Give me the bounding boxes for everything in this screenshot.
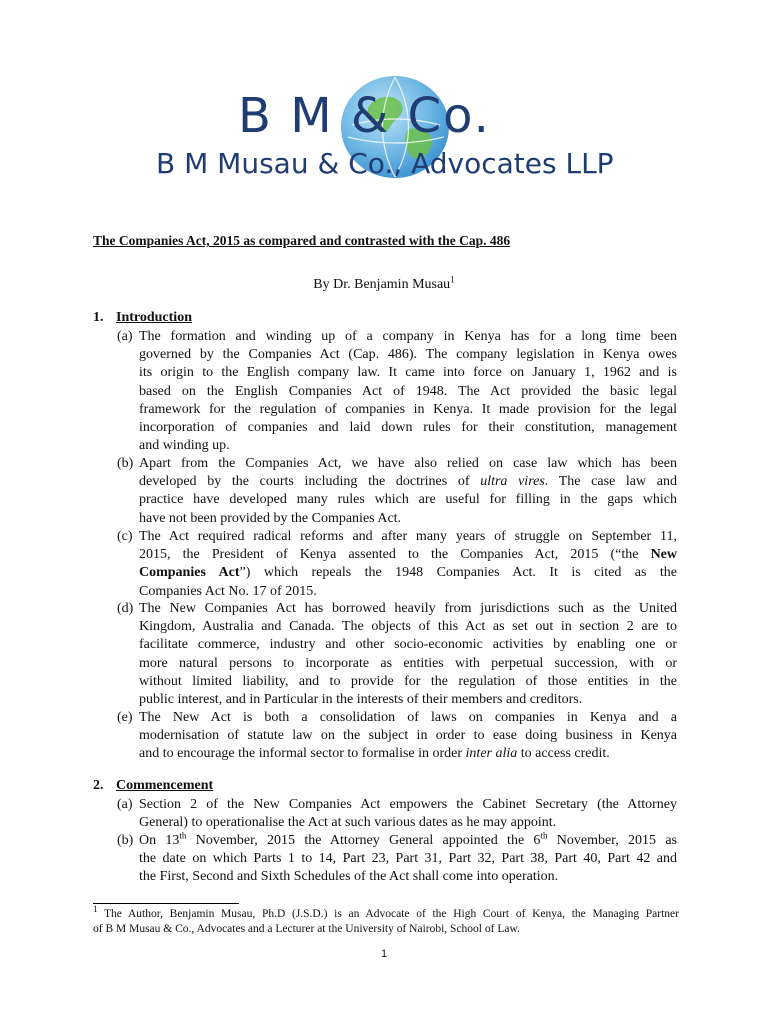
footnote-number: 1	[93, 904, 98, 915]
text-line	[93, 904, 679, 922]
text-line: facilitate commerce, industry and other socio-economic activities by enabling one or	[139, 637, 677, 653]
paragraph-text	[139, 455, 677, 528]
text-run: 2015, the President of Kenya assented to the Companies Act, 2015 (“the	[139, 547, 639, 563]
text-line: Apart from the Companies Act, we have also relied on case law which has been	[139, 456, 677, 471]
text-run: ”) which repeals the 1948 Companies Act. It is cited as the	[239, 565, 677, 581]
byline-text: By Dr. Benjamin Musau	[313, 277, 451, 292]
text-line: Kingdom, Australia and Canada. The objects of this Act as set out in section 2 are to	[139, 619, 677, 635]
text-line: and winding up.	[139, 438, 230, 454]
document-title: The Companies Act, 2015 as compared and contrasted with the Cap. 486	[93, 233, 511, 248]
paragraph-text	[139, 832, 677, 887]
text-line: The formation and winding up of a company in Kenya has for a long time been	[139, 329, 677, 344]
section-number: 2.	[93, 778, 104, 793]
text-line: based on the English Companies Act of 1948. The Act provided the basic legal	[139, 383, 677, 399]
footnote-divider	[93, 903, 239, 904]
paragraph-text	[139, 528, 677, 601]
text-line: modernisation of statute law on the subject in order to ease doing business in Kenya	[139, 728, 677, 744]
firm-logo	[150, 70, 620, 190]
section-heading-introduction	[93, 310, 192, 326]
text-line	[139, 473, 677, 491]
text-line: General) to operationalise the Act at such various dates as he may appoint.	[139, 815, 557, 831]
text-line: The New Companies Act has borrowed heavily from jurisdictions such as the United	[139, 601, 677, 616]
text-line: its origin to the English company law. It came into force on January 1, 1962 and is	[139, 365, 677, 381]
paragraph-1b	[117, 455, 677, 528]
paragraph-label: (c)	[117, 529, 133, 544]
paragraph-label: (a)	[117, 329, 133, 344]
paragraph-text	[139, 796, 677, 832]
text-run: November, 2015 as	[556, 833, 678, 848]
paragraph-1d	[117, 600, 677, 709]
text-line	[139, 832, 677, 850]
bold-term: New	[650, 547, 677, 563]
paragraph-label: (d)	[117, 601, 134, 616]
text-line	[139, 546, 677, 564]
text-line: the First, Second and Sixth Schedules of the Act shall come into operation.	[139, 869, 559, 885]
text-line	[139, 564, 677, 582]
text-line: Companies Act No. 17 of 2015.	[139, 583, 317, 599]
text-line: public interest, and in Particular in the interests of their members and creditors.	[139, 692, 583, 708]
footnote-ref[interactable]: 1	[450, 274, 455, 285]
text-run: developed by the courts including the doctrines of	[139, 474, 470, 490]
text-run: . The case law and	[544, 474, 677, 490]
text-line: incorporation of companies and laid down rules for their constitution, management	[139, 420, 677, 436]
text-line: more natural persons to incorporate as entities with perpetual succession, with or	[139, 655, 677, 671]
section-heading-commencement	[93, 778, 213, 794]
text-line: The New Act is both a consolidation of laws on companies in Kenya and a	[139, 710, 677, 725]
paragraph-label: (b)	[117, 456, 134, 471]
paragraph-2b	[117, 832, 677, 887]
footnote	[93, 904, 679, 937]
logo-title: B M & Co.	[238, 88, 491, 144]
italic-term: ultra vires	[480, 474, 545, 490]
section-title: Commencement	[116, 778, 214, 793]
text-line: practice have developed many rules which are useful for filling in the gaps which	[139, 492, 677, 508]
text-run: November, 2015 the Attorney General appointed the 6	[195, 833, 541, 848]
text-run: and to encourage the informal sector to formalise in order	[139, 746, 463, 762]
paragraph-1e	[117, 709, 677, 764]
page-number: 1	[380, 948, 388, 960]
paragraph-text	[139, 328, 677, 455]
text-line: have not been provided by the Companies Act.	[139, 510, 402, 526]
text-line: Section 2 of the New Companies Act empowers the Cabinet Secretary (the Attorney	[139, 797, 677, 812]
text-line: framework for the regulation of companies in Kenya. It made provision for the legal	[139, 401, 677, 417]
text-line	[139, 745, 677, 763]
paragraph-text	[139, 600, 677, 709]
text-run: The Author, Benjamin Musau, Ph.D (J.S.D.) is an Advocate of the High Court of Kenya, the Managing Partner	[104, 908, 679, 920]
byline	[0, 274, 768, 293]
ordinal-suffix: th	[540, 830, 548, 841]
paragraph-1a	[117, 328, 677, 455]
bold-term: Companies Act	[139, 565, 240, 581]
paragraph-label: (b)	[117, 833, 134, 848]
paragraph-label: (e)	[117, 710, 133, 725]
text-line: the date on which Parts 1 to 14, Part 23, Part 31, Part 32, Part 38, Part 40, Part 42 and	[139, 851, 677, 867]
paragraph-2a	[117, 796, 677, 832]
section-title: Introduction	[116, 310, 192, 325]
text-run: On 13	[139, 833, 180, 848]
paragraph-label: (a)	[117, 797, 133, 812]
text-line: governed by the Companies Act (Cap. 486). The company legislation in Kenya owes	[139, 347, 677, 363]
paragraph-1c	[117, 528, 677, 601]
paragraph-text	[139, 709, 677, 764]
ordinal-suffix: th	[179, 830, 187, 841]
text-line: The Act required radical reforms and after many years of struggle on September 11,	[139, 529, 677, 544]
logo-subtitle: B M Musau & Co., Advocates LLP	[156, 147, 614, 180]
text-run: to access credit.	[520, 746, 610, 762]
text-line: of B M Musau & Co., Advocates and a Lecturer at the University of Nairobi, School of Law.	[93, 923, 520, 935]
text-line: without limited liability, and to provide for the regulation of those entities in the	[139, 673, 677, 689]
italic-term: inter alia	[465, 746, 518, 762]
section-number: 1.	[93, 310, 104, 325]
